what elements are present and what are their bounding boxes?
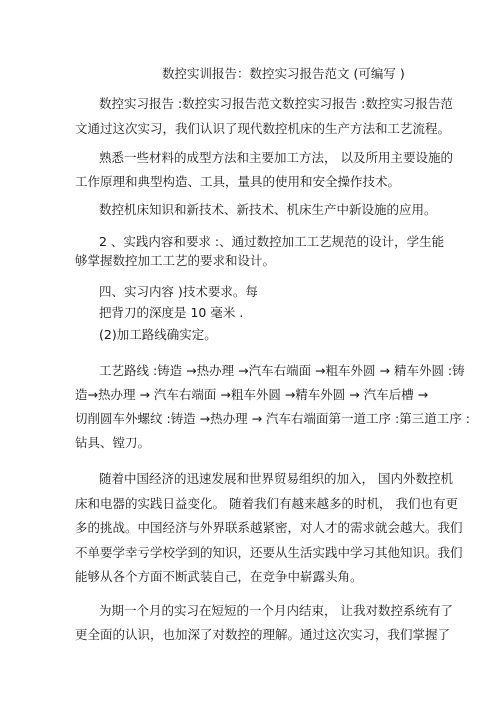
text-line: 能够从各个方面不断武装自己，在竞争中崭露头角。 bbox=[75, 569, 363, 584]
text-line: 工艺路线 :铸造 →热办理 →汽车右端面 →粗车外圆 → 精车外圆 :铸 bbox=[99, 363, 465, 378]
text-line: 够掌握数控加工工艺的要求和设计。 bbox=[75, 253, 276, 268]
text-line: 多的挑战。中国经济与外界联系越紧密，对人才的需求就会越大。我们 bbox=[75, 520, 463, 535]
text-line: (2)加工路线确实定。 bbox=[99, 327, 217, 342]
text-line: 钻具、镗刀。 bbox=[75, 435, 151, 450]
text-line: 数控实习报告 :数控实习报告范文数控实习报告 :数控实习报告范 bbox=[99, 96, 453, 111]
document-title: 数控实训报告：数控实习报告范文 (可编写 ) bbox=[162, 66, 405, 81]
text-line: 不单要学幸亏学校学到的知识，还要从生活实践中学习其他知识。我们 bbox=[75, 545, 463, 560]
text-line: 文通过这次实习，我们认识了现代数控机床的生产方法和工艺流程。 bbox=[75, 121, 451, 136]
text-line: 数控机床知识和新技术、新技术、机床生产中新设施的应用。 bbox=[99, 202, 437, 217]
text-line: 熟悉一些材料的成型方法和主要加工方法， 以及所用主要设施的 bbox=[99, 150, 453, 165]
text-line: 造→热办理 → 汽车右端面 →粗车外圆 →精车外圆 → 汽车后槽 → bbox=[75, 387, 429, 402]
text-line: 随着中国经济的迅速发展和世界贸易组织的加入， 国内外数控机 bbox=[99, 471, 453, 486]
text-line: 工作原理和典型构造、工具，量具的使用和安全操作技术。 bbox=[75, 174, 401, 189]
text-line: 床和电器的实践日益变化。 随着我们有越来越多的时机， 我们也有更 bbox=[75, 496, 458, 511]
text-line: 更全面的认识，也加深了对数控的理解。通过这次实习，我们掌握了 bbox=[75, 627, 451, 642]
text-line: 把背刀的深度是 10 毫米 . bbox=[99, 305, 244, 320]
text-line: 2 、实践内容和要求 :、通过数控加工工艺规范的设计，学生能 bbox=[99, 234, 445, 249]
text-line: 切削圆车外螺纹 :铸造 →热办理 → 汽车右端面第一道工序 :第三道工序 : bbox=[75, 411, 470, 426]
text-line: 为期一个月的实习在短短的一个月内结束， 让我对数控系统有了 bbox=[99, 603, 453, 618]
text-line: 四、实习内容 )技术要求。每 bbox=[99, 284, 258, 299]
